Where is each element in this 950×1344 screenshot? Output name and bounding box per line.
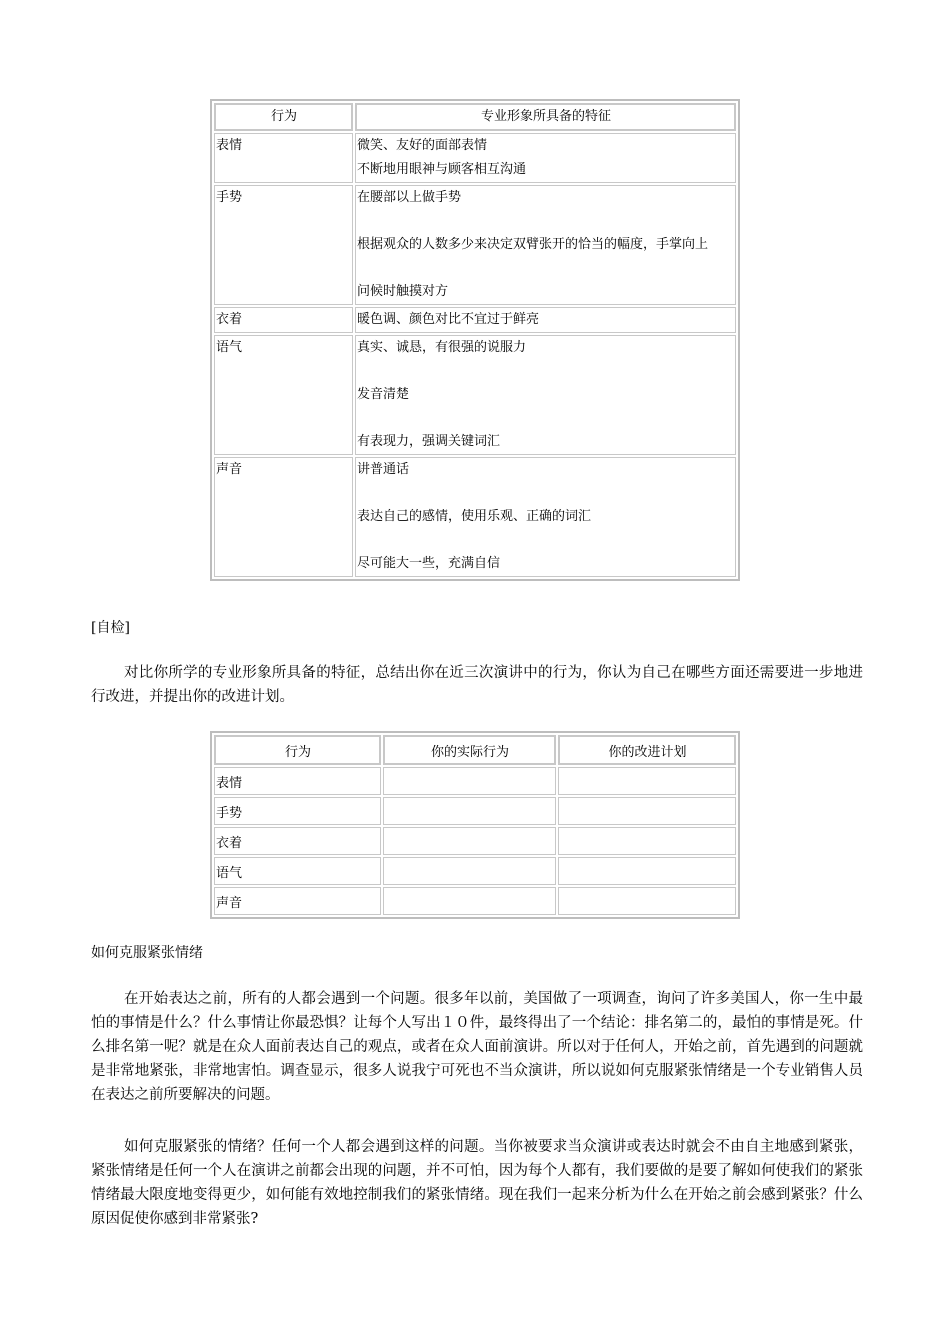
trait-text: 不断地用眼神与顾客相互沟通 [357, 162, 527, 177]
column-header: 专业形象所具备的特征 [355, 103, 736, 131]
table-row [214, 185, 736, 305]
behavior-cell: 语气 [214, 857, 381, 885]
column-header: 你的实际行为 [383, 735, 556, 765]
table-header-row [214, 103, 736, 131]
table-header-row [214, 735, 736, 765]
actual-behavior-cell[interactable] [383, 857, 556, 885]
column-header: 行为 [214, 735, 381, 765]
trait-text: 有表现力，强调关键词汇 [357, 434, 501, 449]
improvement-plan-table [210, 731, 740, 919]
table-row [214, 307, 736, 333]
trait-text: 根据观众的人数多少来决定双臂张开的恰当的幅度，手掌向上 [357, 237, 709, 252]
traits-cell [355, 457, 736, 577]
trait-text: 发音清楚 [357, 387, 410, 402]
professional-image-table [210, 99, 740, 581]
improvement-plan-cell[interactable] [558, 767, 736, 795]
column-header: 你的改进计划 [558, 735, 736, 765]
improvement-plan-cell[interactable] [558, 857, 736, 885]
actual-behavior-cell[interactable] [383, 767, 556, 795]
behavior-cell: 语气 [214, 335, 353, 455]
behavior-cell: 衣着 [214, 827, 381, 855]
section-title: 如何克服紧张情绪 [91, 945, 203, 961]
behavior-cell: 声音 [214, 457, 353, 577]
table-row [214, 887, 736, 915]
improvement-plan-cell[interactable] [558, 797, 736, 825]
table-row [214, 767, 736, 795]
behavior-cell: 手势 [214, 797, 381, 825]
behavior-cell: 衣着 [214, 307, 353, 333]
table-row [214, 857, 736, 885]
traits-cell [355, 185, 736, 305]
behavior-cell: 手势 [214, 185, 353, 305]
trait-text: 尽可能大一些，充满自信 [357, 556, 501, 571]
body-paragraph: 如何克服紧张的情绪？任何一个人都会遇到这样的问题。当你被要求当众演讲或表达时就会不由自主地感到紧张，紧张情绪是任何一个人在演讲之前都会出现的问题，并不可怕，因为每个人都有，我们要做的是要了解如何使我们的紧张情绪最大限度地变得更少，如何能有效地控制我们的紧张情绪。现在我们一起来分析为什么在开始之前会感到紧张？什么原因促使你感到非常紧张? [91, 1139, 863, 1227]
traits-cell [355, 335, 736, 455]
actual-behavior-cell[interactable] [383, 797, 556, 825]
column-header: 行为 [214, 103, 353, 131]
improvement-plan-cell[interactable] [558, 887, 736, 915]
traits-cell [355, 133, 736, 183]
body-paragraph: 在开始表达之前，所有的人都会遇到一个问题。很多年以前，美国做了一项调查，询问了许多美国人，你一生中最怕的事情是什么？什么事情让你最恐惧？让每个人写出１０件，最终得出了一个结论：排名第二的，最怕的事情是死。什么排名第一呢？就是在众人面前表达自己的观点，或者在众人面前演讲。所以对于任何人，开始之前，首先遇到的问题就是非常地紧张，非常地害怕。调查显示，很多人说我宁可死也不当众演讲，所以说如何克服紧张情绪是一个专业销售人员在表达之前所要解决的问题。 [91, 991, 863, 1103]
trait-text: 表达自己的感情，使用乐观、正确的词汇 [357, 509, 592, 524]
trait-text: 真实、诚恳，有很强的说服力 [357, 340, 527, 355]
table-row [214, 827, 736, 855]
traits-cell [355, 307, 736, 333]
trait-text: 暖色调、颜色对比不宜过于鲜亮 [357, 312, 540, 327]
behavior-cell: 表情 [214, 767, 381, 795]
trait-text: 问候时触摸对方 [357, 284, 449, 299]
trait-text: 微笑、友好的面部表情 [357, 138, 488, 153]
self-check-instruction: 对比你所学的专业形象所具备的特征，总结出你在近三次演讲中的行为，你认为自己在哪些方面还需要进一步地进行改进，并提出你的改进计划。 [91, 665, 863, 705]
improvement-plan-cell[interactable] [558, 827, 736, 855]
behavior-cell: 表情 [214, 133, 353, 183]
behavior-cell: 声音 [214, 887, 381, 915]
table-row [214, 133, 736, 183]
trait-text: 在腰部以上做手势 [357, 190, 462, 205]
trait-text: 讲普通话 [357, 462, 410, 477]
actual-behavior-cell[interactable] [383, 827, 556, 855]
table-row [214, 457, 736, 577]
actual-behavior-cell[interactable] [383, 887, 556, 915]
table-row [214, 335, 736, 455]
self-check-label: [自检] [91, 620, 130, 636]
table-row [214, 797, 736, 825]
